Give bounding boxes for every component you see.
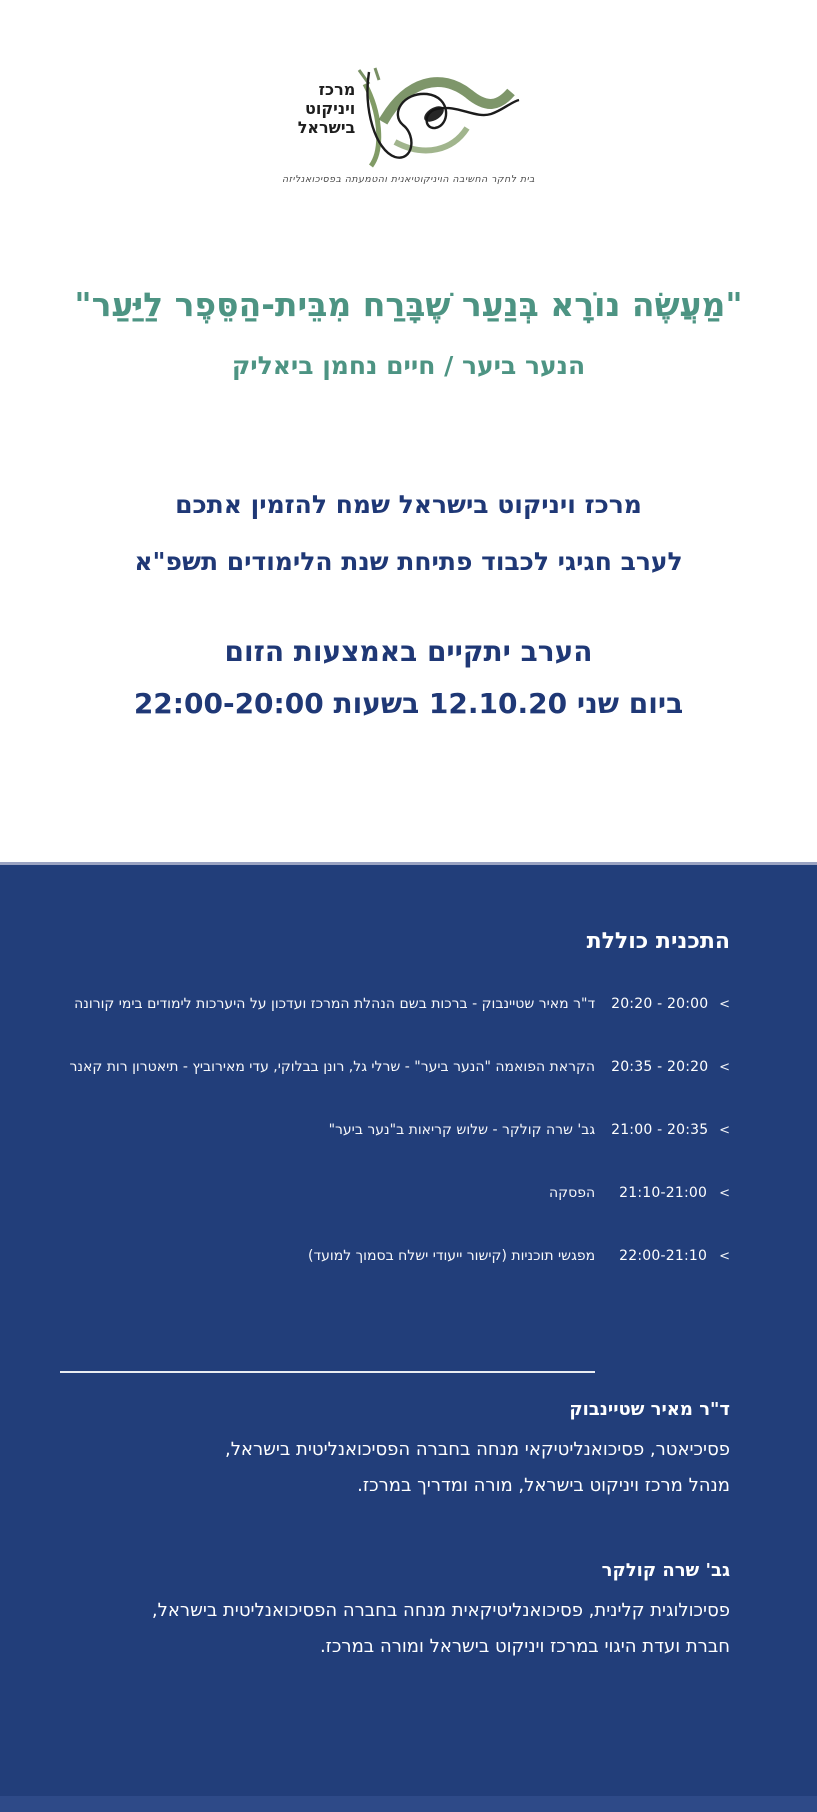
speaker-name: גב' שרה קולקר <box>601 1560 730 1581</box>
chevron-left-icon: < <box>719 1123 730 1138</box>
chevron-left-icon: < <box>719 1186 730 1201</box>
logo-tagline: בית לחקר החשיבה הויניקוטיאנית והטמעתה בפסיכואנליזה <box>282 174 535 185</box>
program-item <box>60 1183 730 1204</box>
program-item-time: 22:00-21:10 <box>619 1248 708 1264</box>
program-item-time: 21:00 - 20:35 <box>611 1122 709 1138</box>
program-item-time: 21:10-21:00 <box>619 1185 708 1201</box>
event-date-text: ביום שני 12.10.20 בשעות <box>333 686 684 720</box>
program-item-text: הפסקה <box>549 1185 596 1201</box>
program-item-time: 20:35 - 20:20 <box>611 1059 709 1075</box>
chevron-left-icon: < <box>719 1249 730 1264</box>
program-item <box>60 1246 730 1267</box>
logo-word-line2: ויניקוט <box>304 99 356 118</box>
event-datetime-line <box>0 686 817 720</box>
divider <box>60 1371 595 1373</box>
program-item <box>60 1120 730 1141</box>
logo-swirl-icon <box>355 64 525 172</box>
invitation-line2: לערב חגיגי לכבוד פתיחת שנת הלימודים תשפ"א <box>134 546 683 576</box>
event-details <box>0 634 817 720</box>
poem-title: "מַעֲשֶׂה נוֹרָא בְּנַעַר שֶׁבָּרַח מִבֵּית-הַסֵּפֶר לַיַּעַר" <box>74 285 743 324</box>
program-item <box>60 994 730 1015</box>
chevron-left-icon: < <box>719 997 730 1012</box>
speaker-bio-line: חברת ועדת היגוי במרכז ויניקוט בישראל ומורה במרכז. <box>319 1636 730 1657</box>
invitation-line1: מרכז ויניקוט בישראל שמח להזמין אתכם <box>175 489 642 519</box>
speaker-bio <box>60 1560 730 1665</box>
speaker-bio-line: פסיכיאטר, פסיכואנליטיקאי מנחה בחברה הפסיכואנליטית בישראל, <box>224 1439 730 1460</box>
program-item-text: הקראת הפואמה "הנער ביער" - שרלי גל, רונן בבלוקי, עדי מאירוביץ - תיאטרון רות קאנר <box>69 1059 596 1075</box>
speaker-bio <box>60 1399 730 1504</box>
poem-byline: הנער ביער / חיים נחמן ביאליק <box>231 350 586 380</box>
speaker-bio-line: מנהל מרכז ויניקוט בישראל, מורה ומדריך במרכז. <box>357 1475 730 1496</box>
speaker-name: ד"ר מאיר שטיינבוק <box>569 1399 730 1420</box>
invitation-text <box>0 489 817 576</box>
speaker-bio-line: פסיכולוגית קלינית, פסיכואנליטיקאית מנחה בחברה הפסיכואנליטית בישראל, <box>151 1600 730 1621</box>
program-heading: התכנית כוללת <box>586 929 730 954</box>
top-section <box>0 0 817 718</box>
program-item-time: 20:20 - 20:00 <box>611 996 709 1012</box>
program-item-text: ד"ר מאיר שטיינבוק - ברכות בשם הנהלת המרכז ועדכון על היערכות לימודים בימי קורונה <box>74 996 596 1012</box>
logo <box>0 0 817 185</box>
logo-wordmark <box>298 80 356 137</box>
program-section <box>0 862 817 1812</box>
program-item <box>60 1057 730 1078</box>
program-item-text: מפגשי תוכניות (קישור ייעודי ישלח בסמוך למועד) <box>308 1248 596 1264</box>
event-platform-line: הערב יתקיים באמצעות הזום <box>224 634 593 668</box>
chevron-left-icon: < <box>719 1060 730 1075</box>
logo-word-line3: בישראל <box>297 118 356 137</box>
logo-word-line1: מרכז <box>318 80 356 99</box>
program-item-text: גב' שרה קולקר - שלוש קריאות ב"נער ביער" <box>328 1122 596 1138</box>
footer-strip <box>0 1796 817 1812</box>
event-hours: 22:00-20:00 <box>133 686 324 720</box>
